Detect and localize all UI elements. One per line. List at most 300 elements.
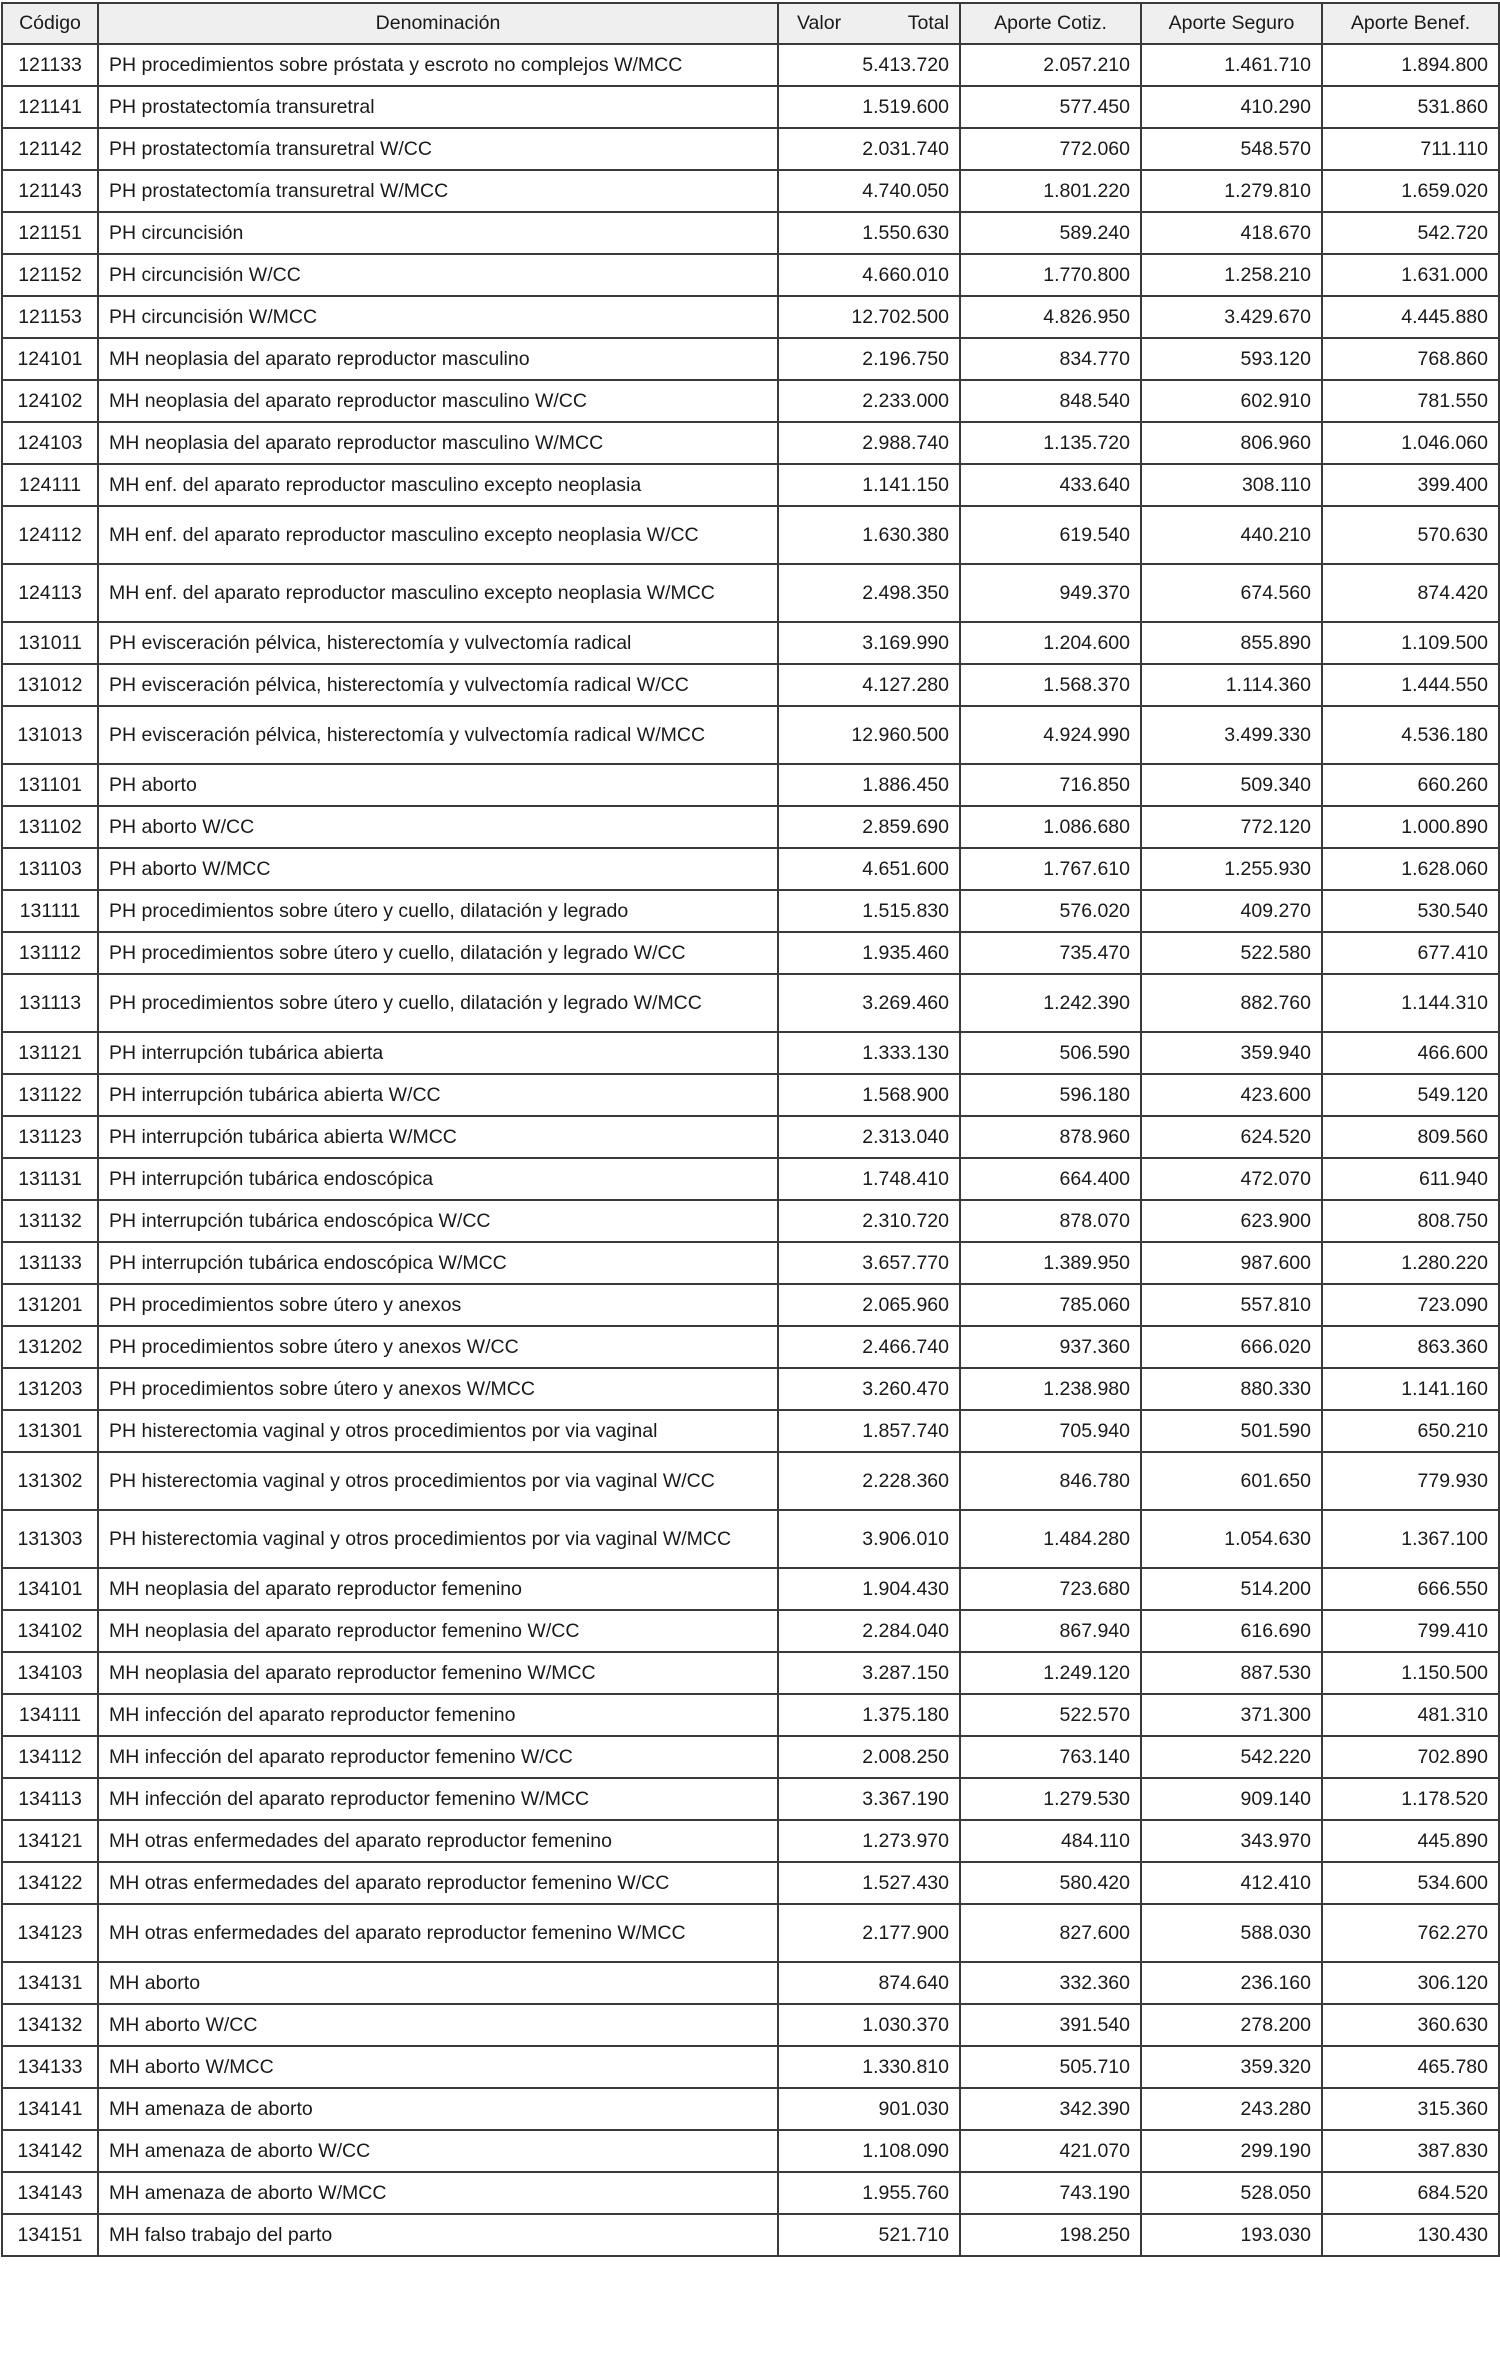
cell-valor-total: 1.330.810 [778, 2046, 960, 2088]
cell-aporte-seguro: 1.461.710 [1141, 44, 1322, 86]
cell-denominacion: MH infección del aparato reproductor femenino [98, 1694, 778, 1736]
cell-aporte-cotiz: 1.135.720 [960, 422, 1141, 464]
cell-aporte-cotiz: 576.020 [960, 890, 1141, 932]
column-header-code: Código [2, 3, 98, 44]
cell-aporte-benef: 466.600 [1322, 1032, 1499, 1074]
cell-denominacion: PH prostatectomía transuretral W/CC [98, 128, 778, 170]
cell-aporte-seguro: 666.020 [1141, 1326, 1322, 1368]
cell-code: 124102 [2, 380, 98, 422]
cell-code: 134103 [2, 1652, 98, 1694]
cell-valor-total: 12.960.500 [778, 706, 960, 764]
cell-valor-total: 3.169.990 [778, 622, 960, 664]
cell-aporte-seguro: 278.200 [1141, 2004, 1322, 2046]
cell-code: 124112 [2, 506, 98, 564]
cell-code: 124103 [2, 422, 98, 464]
cell-aporte-benef: 549.120 [1322, 1074, 1499, 1116]
cell-aporte-seguro: 3.429.670 [1141, 296, 1322, 338]
table-row [2, 1284, 1499, 1326]
cell-aporte-seguro: 412.410 [1141, 1862, 1322, 1904]
table-row [2, 622, 1499, 664]
cell-denominacion: PH histerectomia vaginal y otros procedimientos por via vaginal [98, 1410, 778, 1452]
cell-code: 124113 [2, 564, 98, 622]
cell-denominacion: PH circuncisión [98, 212, 778, 254]
column-header-aporte-seguro: Aporte Seguro [1141, 3, 1322, 44]
cell-code: 121143 [2, 170, 98, 212]
cell-denominacion: PH procedimientos sobre útero y cuello, dilatación y legrado [98, 890, 778, 932]
cell-aporte-seguro: 542.220 [1141, 1736, 1322, 1778]
table-row [2, 1820, 1499, 1862]
cell-aporte-cotiz: 846.780 [960, 1452, 1141, 1510]
cell-aporte-benef: 4.445.880 [1322, 296, 1499, 338]
table-row [2, 1326, 1499, 1368]
cell-aporte-cotiz: 1.568.370 [960, 664, 1141, 706]
cell-aporte-cotiz: 664.400 [960, 1158, 1141, 1200]
cell-aporte-seguro: 1.114.360 [1141, 664, 1322, 706]
cell-aporte-cotiz: 1.204.600 [960, 622, 1141, 664]
table-row [2, 1962, 1499, 2004]
table-row [2, 664, 1499, 706]
cell-aporte-benef: 130.430 [1322, 2214, 1499, 2256]
table-row [2, 764, 1499, 806]
cell-aporte-benef: 481.310 [1322, 1694, 1499, 1736]
table-header [2, 3, 1499, 44]
cell-denominacion: PH interrupción tubárica abierta W/CC [98, 1074, 778, 1116]
cell-aporte-benef: 768.860 [1322, 338, 1499, 380]
cell-aporte-cotiz: 878.960 [960, 1116, 1141, 1158]
cell-aporte-benef: 1.178.520 [1322, 1778, 1499, 1820]
cell-denominacion: MH infección del aparato reproductor femenino W/CC [98, 1736, 778, 1778]
cell-valor-total: 1.527.430 [778, 1862, 960, 1904]
cell-denominacion: PH aborto [98, 764, 778, 806]
cell-aporte-cotiz: 848.540 [960, 380, 1141, 422]
cell-code: 131303 [2, 1510, 98, 1568]
cell-valor-total: 1.108.090 [778, 2130, 960, 2172]
cell-code: 131013 [2, 706, 98, 764]
cell-aporte-benef: 660.260 [1322, 764, 1499, 806]
table-row [2, 170, 1499, 212]
cell-valor-total: 2.008.250 [778, 1736, 960, 1778]
cell-aporte-benef: 1.631.000 [1322, 254, 1499, 296]
table-row [2, 2004, 1499, 2046]
table-row [2, 1074, 1499, 1116]
table-body [2, 44, 1499, 2256]
table-row [2, 1410, 1499, 1452]
cell-aporte-benef: 808.750 [1322, 1200, 1499, 1242]
cell-aporte-seguro: 602.910 [1141, 380, 1322, 422]
cell-code: 131012 [2, 664, 98, 706]
cell-valor-total: 1.935.460 [778, 932, 960, 974]
cell-aporte-seguro: 623.900 [1141, 1200, 1322, 1242]
cell-aporte-seguro: 3.499.330 [1141, 706, 1322, 764]
cell-aporte-seguro: 909.140 [1141, 1778, 1322, 1820]
table-row [2, 706, 1499, 764]
cell-aporte-seguro: 522.580 [1141, 932, 1322, 974]
cell-denominacion: PH circuncisión W/MCC [98, 296, 778, 338]
table-row [2, 564, 1499, 622]
cell-valor-total: 4.127.280 [778, 664, 960, 706]
cell-valor-total: 4.660.010 [778, 254, 960, 296]
cell-denominacion: PH procedimientos sobre próstata y escroto no complejos W/MCC [98, 44, 778, 86]
cell-aporte-benef: 611.940 [1322, 1158, 1499, 1200]
cell-valor-total: 2.498.350 [778, 564, 960, 622]
cell-valor-total: 2.313.040 [778, 1116, 960, 1158]
table-row [2, 932, 1499, 974]
cell-aporte-cotiz: 1.389.950 [960, 1242, 1141, 1284]
cell-code: 121151 [2, 212, 98, 254]
cell-code: 134101 [2, 1568, 98, 1610]
cell-aporte-cotiz: 577.450 [960, 86, 1141, 128]
cell-code: 131201 [2, 1284, 98, 1326]
cell-valor-total: 1.857.740 [778, 1410, 960, 1452]
cell-aporte-seguro: 588.030 [1141, 1904, 1322, 1962]
table-row [2, 1652, 1499, 1694]
cell-valor-total: 901.030 [778, 2088, 960, 2130]
cell-valor-total: 12.702.500 [778, 296, 960, 338]
cell-code: 131101 [2, 764, 98, 806]
cell-aporte-benef: 4.536.180 [1322, 706, 1499, 764]
cell-valor-total: 2.284.040 [778, 1610, 960, 1652]
table-row [2, 806, 1499, 848]
cell-valor-total: 3.260.470 [778, 1368, 960, 1410]
cell-denominacion: MH infección del aparato reproductor femenino W/MCC [98, 1778, 778, 1820]
cell-denominacion: PH interrupción tubárica endoscópica W/MCC [98, 1242, 778, 1284]
cell-valor-total: 3.287.150 [778, 1652, 960, 1694]
cell-denominacion: MH aborto W/CC [98, 2004, 778, 2046]
cell-aporte-cotiz: 827.600 [960, 1904, 1141, 1962]
cell-denominacion: MH aborto [98, 1962, 778, 2004]
cell-denominacion: PH prostatectomía transuretral W/MCC [98, 170, 778, 212]
cell-aporte-benef: 531.860 [1322, 86, 1499, 128]
cell-denominacion: MH neoplasia del aparato reproductor femenino W/MCC [98, 1652, 778, 1694]
cell-aporte-cotiz: 391.540 [960, 2004, 1141, 2046]
cell-aporte-cotiz: 763.140 [960, 1736, 1141, 1778]
cell-aporte-cotiz: 1.801.220 [960, 170, 1141, 212]
cell-valor-total: 1.886.450 [778, 764, 960, 806]
cell-aporte-seguro: 371.300 [1141, 1694, 1322, 1736]
cell-aporte-cotiz: 589.240 [960, 212, 1141, 254]
cell-code: 134132 [2, 2004, 98, 2046]
cell-denominacion: MH amenaza de aborto W/CC [98, 2130, 778, 2172]
cell-aporte-seguro: 1.279.810 [1141, 170, 1322, 212]
cell-aporte-cotiz: 421.070 [960, 2130, 1141, 2172]
table-row [2, 2046, 1499, 2088]
cell-valor-total: 2.233.000 [778, 380, 960, 422]
cell-valor-total: 1.333.130 [778, 1032, 960, 1074]
cell-denominacion: PH interrupción tubárica abierta [98, 1032, 778, 1074]
cell-aporte-seguro: 440.210 [1141, 506, 1322, 564]
cell-denominacion: PH histerectomia vaginal y otros procedimientos por via vaginal W/CC [98, 1452, 778, 1510]
cell-aporte-benef: 1.000.890 [1322, 806, 1499, 848]
cell-aporte-seguro: 987.600 [1141, 1242, 1322, 1284]
column-header-aporte-benef: Aporte Benef. [1322, 3, 1499, 44]
cell-aporte-benef: 399.400 [1322, 464, 1499, 506]
cell-aporte-seguro: 557.810 [1141, 1284, 1322, 1326]
cell-aporte-benef: 530.540 [1322, 890, 1499, 932]
table-row [2, 1610, 1499, 1652]
table-row [2, 1368, 1499, 1410]
cell-aporte-seguro: 624.520 [1141, 1116, 1322, 1158]
cell-code: 131202 [2, 1326, 98, 1368]
cell-code: 134113 [2, 1778, 98, 1820]
table-row [2, 506, 1499, 564]
table-row [2, 128, 1499, 170]
cell-code: 134151 [2, 2214, 98, 2256]
cell-aporte-seguro: 887.530 [1141, 1652, 1322, 1694]
cell-code: 134123 [2, 1904, 98, 1962]
cell-aporte-seguro: 359.940 [1141, 1032, 1322, 1074]
cell-valor-total: 1.748.410 [778, 1158, 960, 1200]
cell-aporte-cotiz: 878.070 [960, 1200, 1141, 1242]
cell-aporte-cotiz: 1.767.610 [960, 848, 1141, 890]
cell-valor-total: 1.273.970 [778, 1820, 960, 1862]
cell-aporte-cotiz: 342.390 [960, 2088, 1141, 2130]
cell-valor-total: 3.367.190 [778, 1778, 960, 1820]
cell-aporte-cotiz: 4.924.990 [960, 706, 1141, 764]
cell-aporte-cotiz: 1.238.980 [960, 1368, 1141, 1410]
cell-code: 131111 [2, 890, 98, 932]
cell-aporte-seguro: 1.255.930 [1141, 848, 1322, 890]
cell-aporte-benef: 711.110 [1322, 128, 1499, 170]
cell-aporte-cotiz: 723.680 [960, 1568, 1141, 1610]
table-row [2, 1200, 1499, 1242]
cell-code: 131122 [2, 1074, 98, 1116]
cell-aporte-benef: 874.420 [1322, 564, 1499, 622]
table-row [2, 1032, 1499, 1074]
cell-aporte-cotiz: 505.710 [960, 2046, 1141, 2088]
cell-code: 131112 [2, 932, 98, 974]
table-row [2, 1778, 1499, 1820]
table-row [2, 848, 1499, 890]
cell-denominacion: MH neoplasia del aparato reproductor masculino [98, 338, 778, 380]
cell-aporte-cotiz: 949.370 [960, 564, 1141, 622]
cell-valor-total: 1.519.600 [778, 86, 960, 128]
cell-aporte-seguro: 528.050 [1141, 2172, 1322, 2214]
table-row [2, 1568, 1499, 1610]
cell-valor-total: 2.859.690 [778, 806, 960, 848]
cell-aporte-cotiz: 937.360 [960, 1326, 1141, 1368]
table-row [2, 380, 1499, 422]
cell-aporte-benef: 360.630 [1322, 2004, 1499, 2046]
cell-code: 121153 [2, 296, 98, 338]
table-row [2, 2088, 1499, 2130]
cell-valor-total: 1.904.430 [778, 1568, 960, 1610]
cell-aporte-cotiz: 1.770.800 [960, 254, 1141, 296]
cell-aporte-benef: 445.890 [1322, 1820, 1499, 1862]
cell-aporte-seguro: 548.570 [1141, 128, 1322, 170]
cell-aporte-cotiz: 506.590 [960, 1032, 1141, 1074]
cell-aporte-seguro: 418.670 [1141, 212, 1322, 254]
cell-aporte-seguro: 299.190 [1141, 2130, 1322, 2172]
cell-code: 131133 [2, 1242, 98, 1284]
cell-aporte-seguro: 1.258.210 [1141, 254, 1322, 296]
cell-denominacion: PH procedimientos sobre útero y cuello, dilatación y legrado W/MCC [98, 974, 778, 1032]
cell-aporte-seguro: 514.200 [1141, 1568, 1322, 1610]
cell-denominacion: MH enf. del aparato reproductor masculino excepto neoplasia W/MCC [98, 564, 778, 622]
table-row [2, 1116, 1499, 1158]
cell-aporte-seguro: 343.970 [1141, 1820, 1322, 1862]
cell-valor-total: 2.196.750 [778, 338, 960, 380]
cell-aporte-cotiz: 716.850 [960, 764, 1141, 806]
cell-valor-total: 3.269.460 [778, 974, 960, 1032]
cell-valor-total: 1.630.380 [778, 506, 960, 564]
cell-aporte-cotiz: 1.242.390 [960, 974, 1141, 1032]
cell-code: 121152 [2, 254, 98, 296]
cell-aporte-benef: 781.550 [1322, 380, 1499, 422]
table-row [2, 464, 1499, 506]
cell-aporte-benef: 1.144.310 [1322, 974, 1499, 1032]
cell-denominacion: MH neoplasia del aparato reproductor masculino W/MCC [98, 422, 778, 464]
cell-aporte-benef: 799.410 [1322, 1610, 1499, 1652]
cell-aporte-seguro: 601.650 [1141, 1452, 1322, 1510]
cell-valor-total: 3.657.770 [778, 1242, 960, 1284]
table-row [2, 1510, 1499, 1568]
column-header-denominacion: Denominación [98, 3, 778, 44]
cell-aporte-cotiz: 580.420 [960, 1862, 1141, 1904]
cell-aporte-seguro: 423.600 [1141, 1074, 1322, 1116]
table-row [2, 1904, 1499, 1962]
cell-aporte-benef: 666.550 [1322, 1568, 1499, 1610]
column-header-valor-total [778, 3, 960, 44]
cell-denominacion: MH otras enfermedades del aparato reproductor femenino W/CC [98, 1862, 778, 1904]
cell-denominacion: MH aborto W/MCC [98, 2046, 778, 2088]
cell-aporte-benef: 1.659.020 [1322, 170, 1499, 212]
cell-aporte-cotiz: 619.540 [960, 506, 1141, 564]
table-row [2, 44, 1499, 86]
cell-aporte-benef: 677.410 [1322, 932, 1499, 974]
cell-aporte-benef: 863.360 [1322, 1326, 1499, 1368]
cell-aporte-benef: 1.628.060 [1322, 848, 1499, 890]
cell-aporte-benef: 570.630 [1322, 506, 1499, 564]
cell-aporte-seguro: 882.760 [1141, 974, 1322, 1032]
cell-code: 131102 [2, 806, 98, 848]
cell-aporte-cotiz: 705.940 [960, 1410, 1141, 1452]
cell-aporte-benef: 534.600 [1322, 1862, 1499, 1904]
cell-denominacion: PH evisceración pélvica, histerectomía y vulvectomía radical W/MCC [98, 706, 778, 764]
cell-valor-total: 1.375.180 [778, 1694, 960, 1736]
cell-valor-total: 2.466.740 [778, 1326, 960, 1368]
cell-aporte-benef: 306.120 [1322, 1962, 1499, 2004]
cell-denominacion: PH aborto W/MCC [98, 848, 778, 890]
cell-valor-total: 3.906.010 [778, 1510, 960, 1568]
cell-aporte-benef: 1.894.800 [1322, 44, 1499, 86]
cell-aporte-seguro: 193.030 [1141, 2214, 1322, 2256]
cell-aporte-benef: 809.560 [1322, 1116, 1499, 1158]
cell-aporte-seguro: 243.280 [1141, 2088, 1322, 2130]
cell-code: 134143 [2, 2172, 98, 2214]
table-row [2, 422, 1499, 464]
cell-aporte-seguro: 880.330 [1141, 1368, 1322, 1410]
cell-code: 131131 [2, 1158, 98, 1200]
cell-aporte-benef: 684.520 [1322, 2172, 1499, 2214]
cell-aporte-cotiz: 743.190 [960, 2172, 1141, 2214]
cell-aporte-benef: 1.141.160 [1322, 1368, 1499, 1410]
cell-aporte-seguro: 772.120 [1141, 806, 1322, 848]
cell-denominacion: MH amenaza de aborto [98, 2088, 778, 2130]
cell-denominacion: PH procedimientos sobre útero y anexos [98, 1284, 778, 1326]
cell-valor-total: 4.740.050 [778, 170, 960, 212]
table-row [2, 2172, 1499, 2214]
cell-aporte-benef: 702.890 [1322, 1736, 1499, 1778]
cell-code: 134122 [2, 1862, 98, 1904]
header-row [2, 3, 1499, 44]
cell-valor-total: 1.550.630 [778, 212, 960, 254]
cell-code: 131302 [2, 1452, 98, 1510]
cell-valor-total: 1.955.760 [778, 2172, 960, 2214]
cell-denominacion: MH otras enfermedades del aparato reproductor femenino [98, 1820, 778, 1862]
cell-valor-total: 2.310.720 [778, 1200, 960, 1242]
table-row [2, 1452, 1499, 1510]
cell-valor-total: 2.031.740 [778, 128, 960, 170]
cell-aporte-seguro: 409.270 [1141, 890, 1322, 932]
cell-valor-total: 1.030.370 [778, 2004, 960, 2046]
table-row [2, 1736, 1499, 1778]
cell-code: 134131 [2, 1962, 98, 2004]
table-row [2, 1862, 1499, 1904]
cell-code: 134121 [2, 1820, 98, 1862]
cell-code: 121142 [2, 128, 98, 170]
cell-denominacion: PH procedimientos sobre útero y anexos W/CC [98, 1326, 778, 1368]
cell-aporte-benef: 650.210 [1322, 1410, 1499, 1452]
cell-code: 131301 [2, 1410, 98, 1452]
cell-valor-total: 2.065.960 [778, 1284, 960, 1326]
cell-aporte-cotiz: 1.249.120 [960, 1652, 1141, 1694]
cell-denominacion: MH neoplasia del aparato reproductor masculino W/CC [98, 380, 778, 422]
cell-valor-total: 2.228.360 [778, 1452, 960, 1510]
cell-denominacion: PH aborto W/CC [98, 806, 778, 848]
cell-aporte-seguro: 1.054.630 [1141, 1510, 1322, 1568]
cell-aporte-cotiz: 433.640 [960, 464, 1141, 506]
table-row [2, 254, 1499, 296]
cell-aporte-cotiz: 1.484.280 [960, 1510, 1141, 1568]
table-row [2, 296, 1499, 338]
table-row [2, 2130, 1499, 2172]
cell-code: 124111 [2, 464, 98, 506]
cell-aporte-seguro: 410.290 [1141, 86, 1322, 128]
cell-valor-total: 1.568.900 [778, 1074, 960, 1116]
cell-valor-total: 5.413.720 [778, 44, 960, 86]
table-container [1, 2, 1500, 2257]
cell-valor-total: 1.141.150 [778, 464, 960, 506]
cell-aporte-cotiz: 4.826.950 [960, 296, 1141, 338]
cell-aporte-cotiz: 2.057.210 [960, 44, 1141, 86]
grd-tariff-table [1, 2, 1500, 2257]
cell-denominacion: PH evisceración pélvica, histerectomía y vulvectomía radical W/CC [98, 664, 778, 706]
cell-denominacion: PH procedimientos sobre útero y cuello, dilatación y legrado W/CC [98, 932, 778, 974]
table-row [2, 1242, 1499, 1284]
cell-aporte-seguro: 236.160 [1141, 1962, 1322, 2004]
cell-aporte-cotiz: 596.180 [960, 1074, 1141, 1116]
cell-code: 131123 [2, 1116, 98, 1158]
cell-code: 121133 [2, 44, 98, 86]
cell-aporte-benef: 1.280.220 [1322, 1242, 1499, 1284]
cell-aporte-cotiz: 867.940 [960, 1610, 1141, 1652]
cell-valor-total: 4.651.600 [778, 848, 960, 890]
cell-valor-total: 1.515.830 [778, 890, 960, 932]
cell-aporte-seguro: 501.590 [1141, 1410, 1322, 1452]
cell-denominacion: PH procedimientos sobre útero y anexos W/MCC [98, 1368, 778, 1410]
cell-denominacion: MH enf. del aparato reproductor masculino excepto neoplasia [98, 464, 778, 506]
cell-denominacion: MH amenaza de aborto W/MCC [98, 2172, 778, 2214]
cell-aporte-seguro: 509.340 [1141, 764, 1322, 806]
table-row [2, 212, 1499, 254]
cell-denominacion: PH evisceración pélvica, histerectomía y vulvectomía radical [98, 622, 778, 664]
cell-aporte-benef: 315.360 [1322, 2088, 1499, 2130]
cell-aporte-cotiz: 522.570 [960, 1694, 1141, 1736]
cell-aporte-cotiz: 332.360 [960, 1962, 1141, 2004]
cell-code: 131203 [2, 1368, 98, 1410]
cell-code: 121141 [2, 86, 98, 128]
table-row [2, 2214, 1499, 2256]
